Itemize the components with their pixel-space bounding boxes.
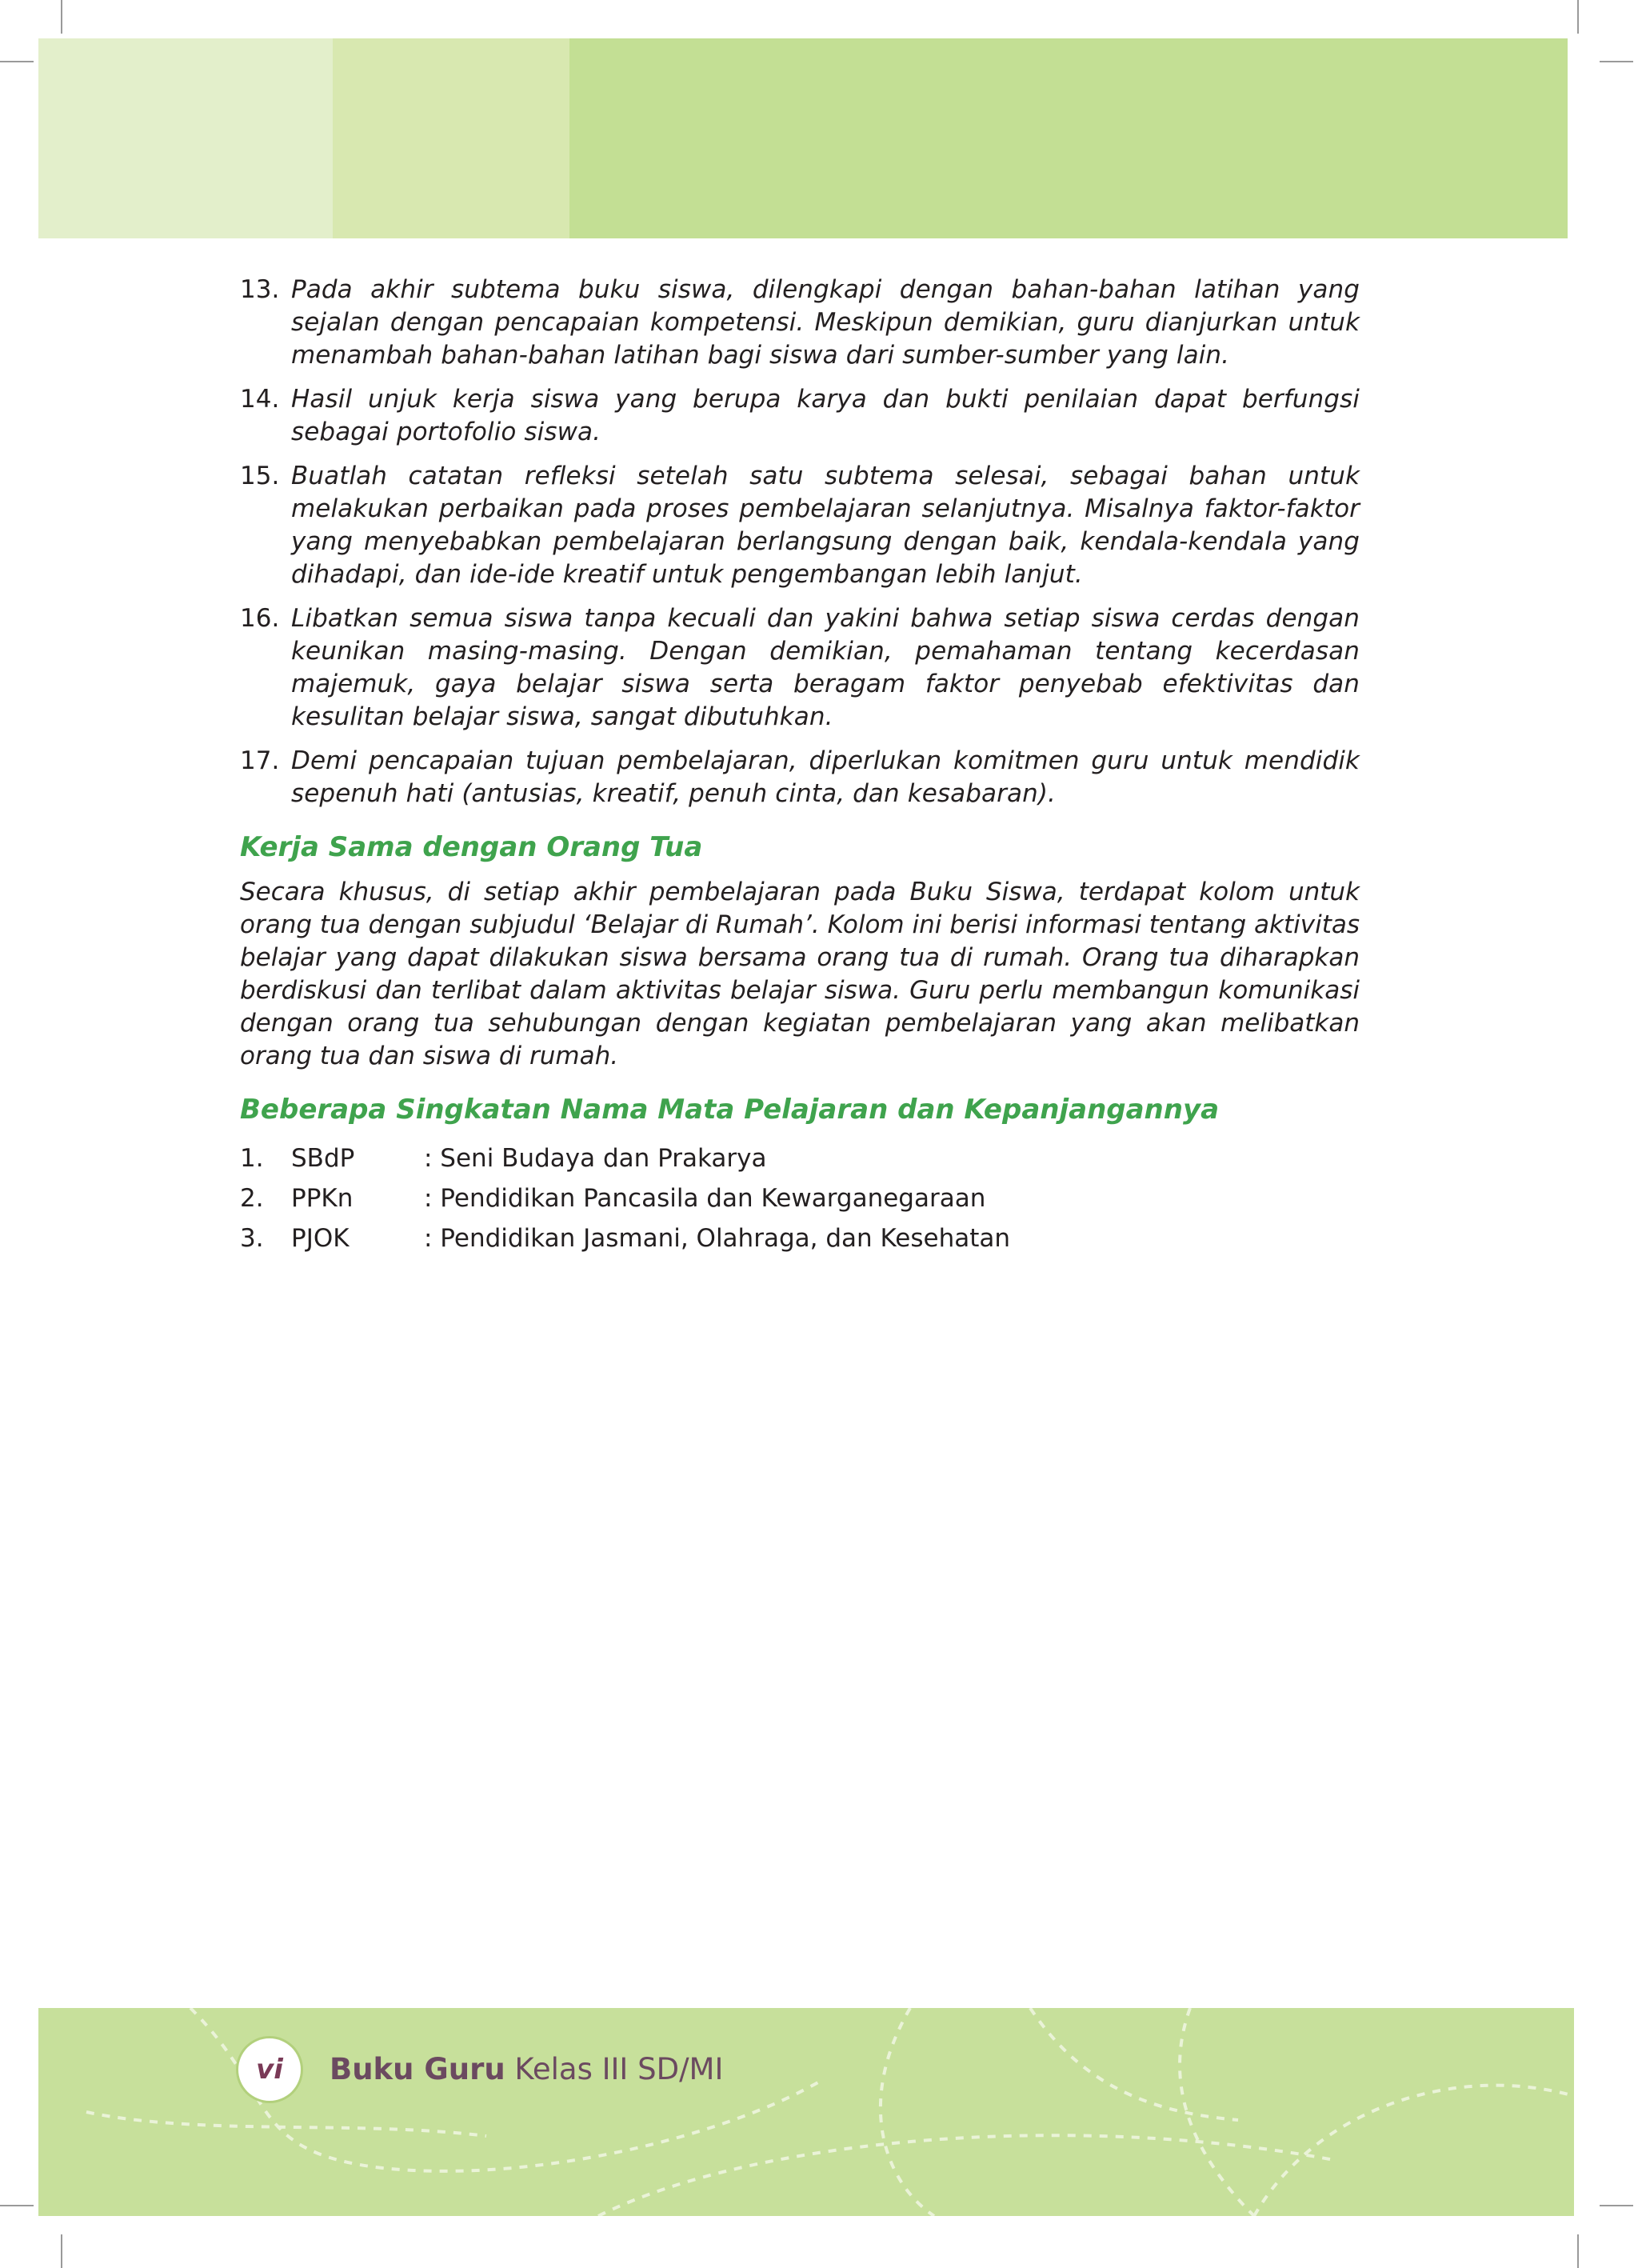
list-item (240, 460, 1360, 591)
list-item-number: 13. (240, 275, 280, 304)
header-band-segment-light (38, 38, 333, 238)
list-item-number: 14. (240, 385, 280, 414)
crop-mark (1600, 61, 1633, 62)
list-item-number: 17. (240, 746, 280, 775)
crop-mark (1600, 2205, 1633, 2206)
abbreviation-code: SBdP (291, 1144, 355, 1173)
footer-swirl-line (1254, 2086, 1574, 2216)
list-item-number: 16. (240, 604, 280, 633)
abbreviation-description: : Seni Budaya dan Prakarya (424, 1144, 767, 1173)
page-number-badge (238, 2038, 301, 2101)
page-content (240, 274, 1360, 1258)
list-item (240, 383, 1360, 449)
abbreviation-description: : Pendidikan Pancasila dan Kewarganegaraan (424, 1184, 986, 1213)
abbreviation-code: PPKn (291, 1184, 354, 1213)
abbreviation-row (240, 1138, 1360, 1178)
abbreviation-row (240, 1218, 1360, 1258)
footer-swirl-line (86, 2112, 486, 2136)
crop-mark (61, 0, 62, 34)
crop-mark (61, 2234, 62, 2268)
header-band-segment-mid (333, 38, 569, 238)
abbreviation-code: PJOK (291, 1224, 350, 1253)
list-item (240, 745, 1360, 810)
abbreviation-number: 1. (240, 1144, 264, 1173)
list-item-text: Demi pencapaian tujuan pembelajaran, diperlukan komitmen guru untuk mendidik sepenuh hati (antusias, kreatif, penuh cinta, dan kesabaran). (291, 746, 1360, 808)
footer-title-bold: Buku Guru (330, 2052, 505, 2086)
numbered-list (240, 274, 1360, 810)
header-band (38, 38, 1568, 238)
crop-mark (0, 61, 34, 62)
page-number: vi (256, 2054, 283, 2086)
abbreviation-number: 3. (240, 1224, 264, 1253)
abbreviation-number: 2. (240, 1184, 264, 1213)
crop-mark (1577, 2234, 1579, 2268)
list-item-text: Hasil unjuk kerja siswa yang berupa karya dan bukti penilaian dapat berfungsi sebagai portofolio siswa. (291, 385, 1360, 446)
list-item-text: Pada akhir subtema buku siswa, dilengkapi dengan bahan-bahan latihan yang sejalan dengan pencapaian kompetensi. Meskipun demikian, guru dianjurkan untuk menambah bahan-bahan latihan bagi siswa dari sumber-sumber yang lain. (291, 275, 1360, 370)
abbreviation-description: : Pendidikan Jasmani, Olahraga, dan Kesehatan (424, 1224, 1011, 1253)
section-heading-abbreviations: Beberapa Singkatan Nama Mata Pelajaran dan Kepanjangannya (240, 1094, 1220, 1126)
footer-title-rest: Kelas III SD/MI (505, 2052, 724, 2086)
header-band-segment-main (569, 38, 1568, 238)
list-item (240, 274, 1360, 372)
footer-swirl-line (598, 2135, 1334, 2216)
footer-book-title (330, 2050, 723, 2090)
abbreviation-list (240, 1138, 1360, 1258)
list-item-text: Buatlah catatan refleksi setelah satu subtema selesai, sebagai bahan untuk melakukan perbaikan pada proses pembelajaran selanjutnya. Misalnya faktor-faktor yang menyebabkan pembelajaran berlangsung dengan baik, kendala-kendala yang dihadapi, dan ide-ide kreatif untuk pengembangan lebih lanjut. (291, 462, 1360, 589)
list-item (240, 602, 1360, 734)
abbreviation-row (240, 1178, 1360, 1218)
list-item-text: Libatkan semua siswa tanpa kecuali dan yakini bahwa setiap siswa cerdas dengan keunikan masing-masing. Dengan demikian, pemahaman tentang kecerdasan majemuk, gaya belajar siswa serta beragam faktor penyebab efektivitas dan kesulitan belajar siswa, sangat dibutuhkan. (291, 604, 1360, 731)
footer-swirl-line (881, 2008, 934, 2216)
crop-mark (0, 2205, 34, 2206)
list-item-number: 15. (240, 462, 280, 490)
section-heading-parents: Kerja Sama dengan Orang Tua (240, 831, 703, 863)
crop-mark (1577, 0, 1579, 34)
section-paragraph-parents: Secara khusus, di setiap akhir pembelajaran pada Buku Siswa, terdapat kolom untuk orang tua dengan subjudul ‘Belajar di Rumah’. Kolom ini berisi informasi tentang aktivitas belajar yang dapat dilakukan siswa bersama orang tua di rumah. Orang tua diharapkan berdiskusi dan terlibat dalam aktivitas belajar siswa. Guru perlu membangun komunikasi dengan orang tua sehubungan dengan kegiatan pembelajaran yang akan melibatkan orang tua dan siswa di rumah. (240, 878, 1360, 1070)
footer-swirl-line (1030, 2008, 1238, 2120)
